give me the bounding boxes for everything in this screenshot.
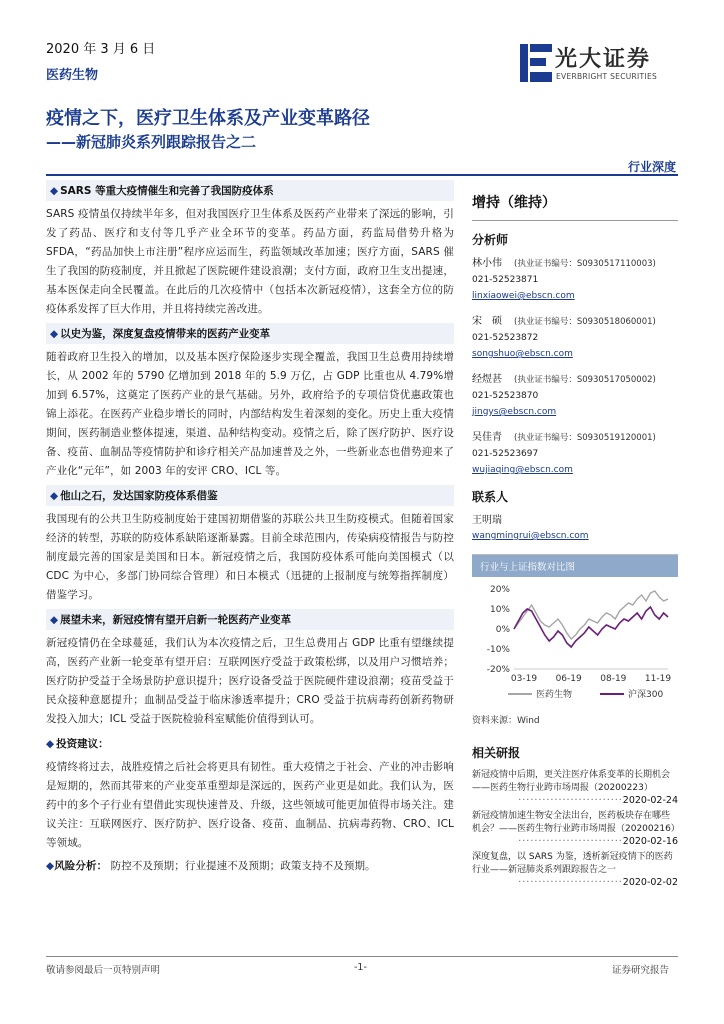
diamond-icon: ◆ <box>50 490 59 502</box>
analyst-cert: (执业证书编号：S0930518060001) <box>514 317 656 327</box>
diamond-icon: ◆ <box>46 860 55 872</box>
chart-source: 资料来源：Wind <box>472 716 540 726</box>
section-heading: 风险分析： <box>54 860 108 872</box>
section-risk <box>46 857 454 876</box>
analyst-cert: (执业证书编号：S0930519120001) <box>514 433 656 443</box>
page-number: -1- <box>354 962 367 973</box>
section-heading: 展望未来，新冠疫情有望开启新一轮医药产业变革 <box>60 614 292 626</box>
related-report-link[interactable]: 新冠疫情加速生物安全法出台，医药板块存在哪些机会？——医药生物行业跨市场周报（20200216） <box>472 811 680 834</box>
analyst-heading: 分析师 <box>472 233 509 247</box>
section-investment <box>46 733 454 853</box>
report-subtitle: ——新冠肺炎系列跟踪报告之二 <box>46 133 257 151</box>
related-report-link[interactable]: 深度复盘，以 SARS 为鉴，透析新冠疫情下的医药行业——新冠肺炎系列跟踪报告之一 <box>472 852 673 875</box>
legend-label: 医药生物 <box>536 690 573 700</box>
comparison-chart <box>472 554 678 726</box>
analyst-email-link[interactable]: jingys@ebscn.com <box>472 407 557 417</box>
analyst-cert: (执业证书编号：S0930517050002) <box>514 375 656 385</box>
analyst-name: 林小伟 <box>472 258 502 269</box>
analyst-name: 宋 硕 <box>472 316 502 327</box>
section-paragraph: 随着政府卫生投入的增加，以及基本医疗保险逐步实现全覆盖，我国卫生总费用持续增长，从 2002 年的 5790 亿增加到 2018 年的 5.9 万亿，占 GDP 比重也从 4.79%增加到 6.57%，这奠定了医药产业的景气基础。另外，政府给予的专项信贷优惠政策也锦上添花。在医药产业稳步增长的同时，内部结构发生着深刻的变化。历史上重大疫情期间，医药制造业整体提速，渠道、品种结构变动。疫情之后，除了医疗防护、医疗设备、疫苗、血制品等疫情防护和诊疗相关产品加速普及之外，一些新业态也借势迎来了产业化“元年”，如 2003 年的安评 CRO、ICL 等。 <box>46 351 454 477</box>
section-paragraph: 疫情终将过去，战胜疫情之后社会将更具有韧性。重大疫情之于社会、产业的冲击影响是短期的，然而其带来的产业变革重塑却是深远的，医药产业更是如此。我们认为，医药中的多个子行业有望借此实现快速普及、升级，这些领域可能更加值得市场关注。建议关注：互联网医疗、医疗防护、医疗设备、疫苗、血制品、抗病毒药物、CRO、ICL 等领域。 <box>46 761 454 849</box>
diamond-icon: ◆ <box>50 614 59 626</box>
diamond-icon: ◆ <box>50 185 59 197</box>
analyst-email-link[interactable]: songshuo@ebscn.com <box>472 349 573 359</box>
y-tick-label: 0% <box>495 625 510 635</box>
related-report-link[interactable]: 新冠疫情中后期，更关注医疗体系变革的长期机会——医药生物行业跨市场周报（20200223） <box>472 770 671 793</box>
contact-card <box>472 513 678 544</box>
x-tick-label: 03-19 <box>510 674 538 684</box>
diamond-icon: ◆ <box>46 738 55 750</box>
logo-en-text: EVERBRIGHT SECURITIES <box>556 72 658 81</box>
section-history <box>46 323 454 481</box>
sector-label: 医药生物 <box>46 68 99 83</box>
analyst-phone: 021-52523871 <box>472 275 539 285</box>
chart-title: 行业与上证指数对比图 <box>472 555 678 577</box>
series-line-0 <box>514 591 668 639</box>
section-paragraph: 我国现有的公共卫生防疫制度始于建国初期借鉴的苏联公共卫生防疫模式。但随着国家经济的转型，苏联的防疫体系缺陷逐渐暴露。目前全球范围内，传染病疫情报告与防控制度最完善的国家是美国和日本。新冠疫情之后，我国防疫体系可能向美国模式（以 CDC 为中心，多部门协同综合管理）和日本模式（迅捷的上报制度与统筹指挥制度）借鉴学习。 <box>46 513 454 601</box>
section-paragraph: SARS 疫情虽仅持续半年多，但对我国医疗卫生体系及医药产业带来了深远的影响，引发了药品、医疗和支付等几乎产业全环节的变革。药品方面，药监局借势升格为 SFDA，“药品加快上市注册”程序应运而生，药监领域改革加速；医疗方面，SARS 催生了我国的防疫制度，并且掀起了医院硬件建设浪潮；支付方面，政府卫生支出提速，基本医保走向全民覆盖。在此后的几次疫情中（包括本次新冠疫情），这套全方位的防疫体系发挥了巨大作用，并且将持续完善改进。 <box>46 208 454 315</box>
report-type: 行业深度 <box>628 160 677 174</box>
section-paragraph: 防控不及预期；行业提速不及预期；政策支持不及预期。 <box>110 860 376 872</box>
analyst-cert: (执业证书编号：S0930517110003) <box>514 259 656 269</box>
section-heading: 以史为鉴，深度复盘疫情带来的医药产业变革 <box>60 328 271 340</box>
report-title: 疫情之下，医疗卫生体系及产业变革路径 <box>46 108 370 129</box>
report-date: 2020 年 3 月 6 日 <box>46 42 156 57</box>
header-divider <box>46 174 678 176</box>
sidebar <box>472 180 678 892</box>
footer-disclaimer: 敬请参阅最后一页特别声明 <box>46 965 161 976</box>
section-sars <box>46 180 454 319</box>
contact-name: 王明瑞 <box>472 515 502 526</box>
section-foreign <box>46 485 454 605</box>
section-paragraph: 新冠疫情仍在全球蔓延，我们认为本次疫情之后，卫生总费用占 GDP 比重有望继续提高，医药产业新一轮变革有望开启：互联网医疗受益于政策松绑，以及用户习惯培养；医疗防护受益于全场景防护意识提升；医疗设备受益于医院硬件建设浪潮；疫苗受益于民众接种意愿提升；血制品受益于临床渗透率提升；CRO 受益于抗病毒药创新药物研发投入加大；ICL 受益于医院检验科室赋能价值得到认可。 <box>46 637 454 725</box>
contact-heading: 联系人 <box>472 490 509 504</box>
rating-divider <box>472 220 678 221</box>
diamond-icon: ◆ <box>50 328 59 340</box>
analyst-card <box>472 314 678 362</box>
y-tick-label: -10% <box>486 645 510 655</box>
analyst-card <box>472 430 678 478</box>
chart-svg <box>472 577 678 707</box>
y-tick-label: 10% <box>489 605 510 615</box>
analyst-phone: 021-52523872 <box>472 333 539 343</box>
rating: 增持（维持） <box>472 195 556 211</box>
section-outlook <box>46 609 454 729</box>
y-tick-label: 20% <box>489 585 510 595</box>
related-report-date: 2020-02-24 <box>622 795 678 806</box>
leader-dots: ·························· <box>518 836 623 847</box>
x-tick-label: 11-19 <box>644 674 672 684</box>
series-line-1 <box>514 607 668 647</box>
y-tick-label: -20% <box>486 665 510 675</box>
footer-label: 证券研究报告 <box>612 965 670 976</box>
analyst-name: 吴佳青 <box>472 432 502 443</box>
related-list <box>472 769 678 888</box>
legend-label: 沪深300 <box>628 690 664 700</box>
analyst-phone: 021-52523697 <box>472 449 539 459</box>
logo-cn-text: 光大证券 <box>555 47 652 72</box>
analyst-email-link[interactable]: linxiaowei@ebscn.com <box>472 291 575 301</box>
related-heading: 相关研报 <box>472 746 521 760</box>
x-tick-label: 08-19 <box>600 674 627 684</box>
contact-email-link[interactable]: wangmingrui@ebscn.com <box>472 531 589 541</box>
section-heading: 投资建议： <box>56 738 109 750</box>
analyst-name: 经煜甚 <box>472 374 502 385</box>
section-heading: SARS 等重大疫情催生和完善了我国防疫体系 <box>60 185 274 197</box>
logo-mark-icon <box>518 40 554 86</box>
x-tick-label: 06-19 <box>555 674 582 684</box>
leader-dots: ·························· <box>518 877 623 888</box>
analyst-email-link[interactable]: wujiaqing@ebscn.com <box>472 465 573 475</box>
related-report-date: 2020-02-02 <box>622 877 678 888</box>
analyst-card <box>472 256 678 304</box>
leader-dots: ·························· <box>518 795 623 806</box>
related-report-date: 2020-02-16 <box>622 836 678 847</box>
section-heading: 他山之石，发达国家防疫体系借鉴 <box>60 490 218 502</box>
analyst-phone: 021-52523870 <box>472 391 539 401</box>
footer-divider <box>46 956 678 957</box>
main-content <box>46 180 454 880</box>
analyst-card <box>472 372 678 420</box>
